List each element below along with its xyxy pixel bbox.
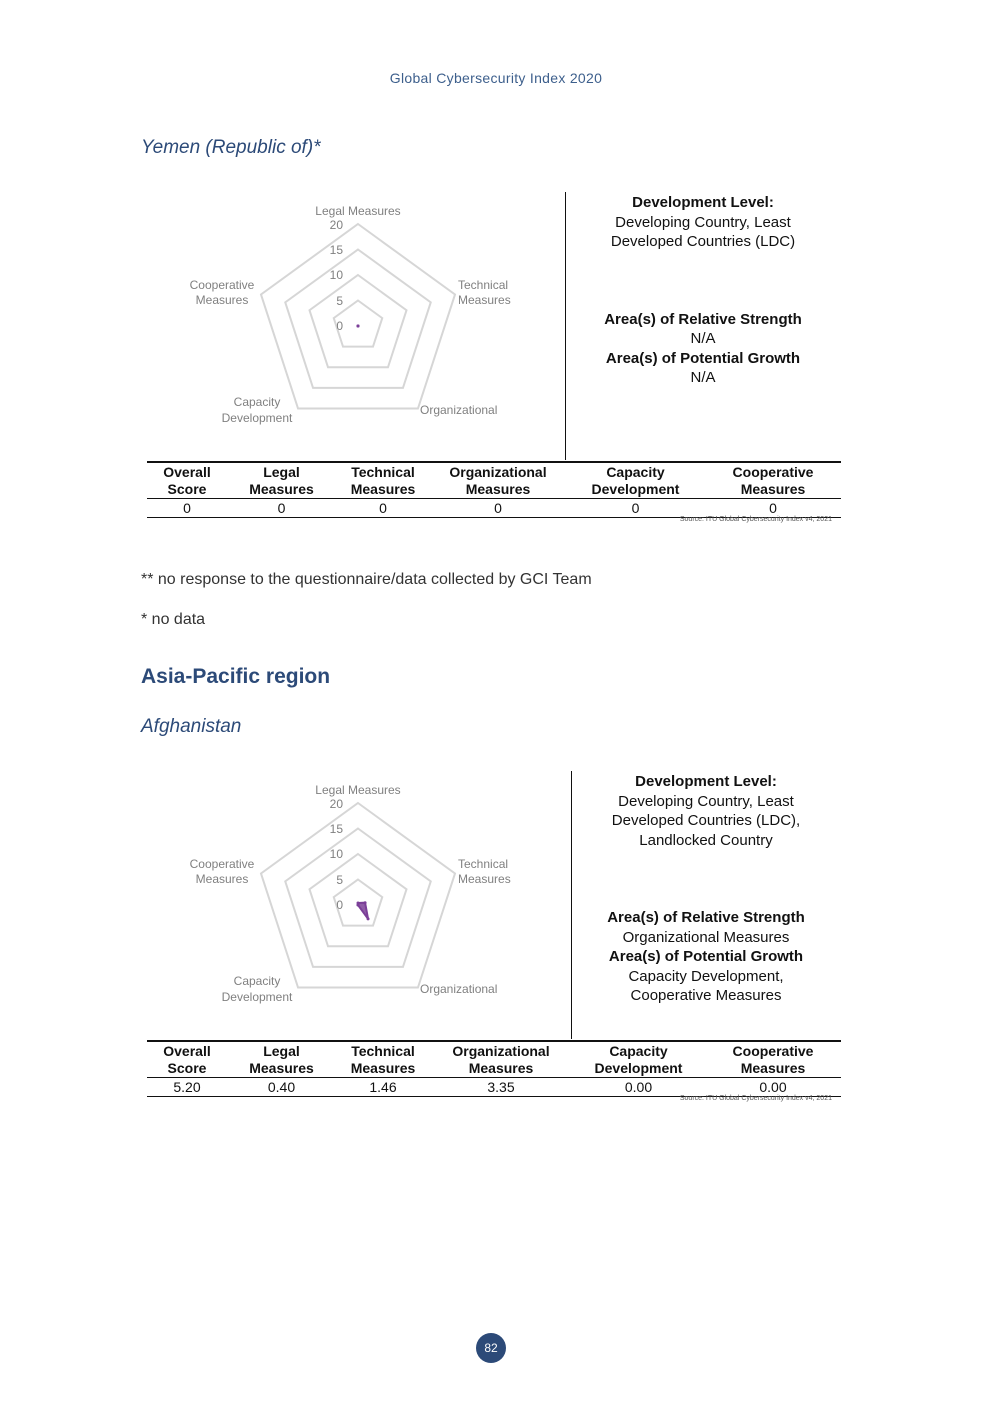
value-technical-measures: 1.46 [336,1078,430,1097]
header-organizational-measures [430,1041,572,1078]
radar-tick-15: 15 [329,822,343,836]
dev-level-line: Developed Countries (LDC) [610,233,796,250]
score-table-row [147,499,841,518]
radar-point-4 [357,325,360,328]
source-note-afghanistan: Source: ITU Global Cybersecurity Index v4, 2021 [679,1095,832,1102]
value-technical-measures: 0 [336,499,430,518]
value-legal-measures: 0 [227,499,336,518]
header-line: Development [591,481,680,497]
header-technical-measures [336,462,430,499]
header-line: Measures [249,1060,314,1076]
dev-level-label: Development Level: [632,194,774,211]
header-line: Overall [163,464,211,480]
radar-tick-5: 5 [336,873,343,887]
header-cooperative-measures [705,1041,841,1078]
header-line: Measures [740,1060,806,1076]
header-line: Cooperative [732,1043,814,1059]
country-title-afghanistan: Afghanistan [141,716,242,737]
header-line: Score [167,481,207,497]
axis-label-cooperative-line2: Measures [195,293,249,307]
radar-point-1 [364,901,367,904]
strength-line: N/A [690,330,716,347]
radar-tick-20: 20 [329,797,343,811]
axis-label-legal: Legal Measures [315,783,401,797]
axis-label-organizational: Organizational [420,403,498,417]
footnote-no-response: ** no response to the questionnaire/data collected by GCI Team [141,571,592,588]
value-overall-score: 5.20 [147,1078,227,1097]
header-line: Measures [350,481,416,497]
growth-line: Cooperative Measures [630,987,782,1004]
header-line: Measures [465,481,531,497]
radar-gridline-10 [309,854,406,946]
axis-label-capacity-line2: Development [221,990,293,1004]
value-capacity-development: 0 [566,499,705,518]
header-line: Measures [468,1060,534,1076]
dev-level-line: Landlocked Country [639,831,773,849]
axis-label-legal: Legal Measures [315,204,401,218]
axis-label-technical-line1: Technical [458,278,509,292]
region-title: Asia-Pacific region [141,665,331,688]
radar-gridline-10 [309,275,406,367]
radar-chart-yemen [180,201,530,451]
value-organizational-measures: 0 [430,499,566,518]
header-line: Capacity [606,464,665,480]
radar-chart-afghanistan [180,780,530,1030]
divider-line-yemen [565,192,566,460]
radar-svg-afghanistan [180,780,530,1030]
page-number-badge: 82 [476,1333,506,1363]
axis-label-capacity-line2: Development [221,411,293,425]
radar-tick-10: 10 [329,847,343,861]
value-capacity-development: 0.00 [572,1078,705,1097]
header-line: Technical [351,464,415,480]
header-line: Legal [263,1043,300,1059]
score-table-header-row [147,462,841,499]
axis-label-cooperative-line2: Measures [195,872,249,886]
strength-line: Organizational Measures [622,928,790,946]
source-note-yemen: Source: ITU Global Cybersecurity Index v4, 2021 [679,516,832,523]
value-cooperative-measures: 0.00 [705,1078,841,1097]
dev-level-line: Developing Country, Least [618,792,794,810]
header-line: Capacity [609,1043,668,1059]
value-cooperative-measures: 0 [705,499,841,518]
header-line: Measures [350,1060,416,1076]
dev-level-label: Development Level: [635,773,777,790]
axis-label-capacity-line1: Capacity [233,395,281,409]
radar-tick-5: 5 [336,294,343,308]
growth-line: Capacity Development, [628,967,784,985]
country-title-yemen: Yemen (Republic of)* [141,137,321,158]
value-organizational-measures: 3.35 [430,1078,572,1097]
dev-level-line: Developed Countries (LDC), [611,812,801,829]
score-table-row [147,1078,841,1097]
radar-tick-0: 0 [336,319,343,333]
axis-label-technical-line1: Technical [458,857,509,871]
header-line: Legal [263,464,300,480]
info-panel-yemen [568,193,838,388]
dev-level-line: Developing Country, Least [615,213,791,231]
radar-tick-0: 0 [336,898,343,912]
radar-tick-15: 15 [329,243,343,257]
header-capacity-development [572,1041,705,1078]
score-table-header-row [147,1041,841,1078]
growth-line: N/A [690,369,716,386]
axis-label-technical-line2: Measures [458,293,511,307]
header-line: Organizational [452,1043,550,1059]
score-table-afghanistan [147,1040,841,1097]
axis-label-organizational: Organizational [420,982,498,996]
header-line: Organizational [449,464,547,480]
header-line: Development [594,1060,683,1076]
info-panel-afghanistan [571,772,841,1006]
radar-point-4 [357,904,360,907]
header-line: Measures [740,481,806,497]
header-legal-measures [227,462,336,499]
header-capacity-development [566,462,705,499]
header-line: Overall [163,1043,211,1059]
radar-series-area [358,903,368,919]
axis-label-technical-line2: Measures [458,872,511,886]
header-line: Score [167,1060,207,1076]
score-table-yemen [147,461,841,518]
header-line: Cooperative [732,464,814,480]
growth-label: Area(s) of Potential Growth [605,349,801,367]
header-organizational-measures [430,462,566,499]
footnote-no-data: * no data [141,611,206,628]
header-overall-score [147,1041,227,1078]
radar-tick-20: 20 [329,218,343,232]
strength-label: Area(s) of Relative Strength [604,310,802,328]
header-legal-measures [227,1041,336,1078]
radar-svg-yemen [180,201,530,451]
spacer [571,850,841,908]
running-header: Global Cybersecurity Index 2020 [389,70,603,86]
axis-label-capacity-line1: Capacity [233,974,281,988]
growth-label: Area(s) of Potential Growth [608,948,804,965]
strength-label: Area(s) of Relative Strength [607,909,805,926]
header-cooperative-measures [705,462,841,499]
value-legal-measures: 0.40 [227,1078,336,1097]
header-technical-measures [336,1041,430,1078]
radar-tick-10: 10 [329,268,343,282]
header-line: Measures [249,481,314,497]
axis-label-cooperative-line1: Cooperative [189,278,255,292]
radar-point-2 [367,917,370,920]
spacer [568,252,838,310]
value-overall-score: 0 [147,499,227,518]
header-overall-score [147,462,227,499]
axis-label-cooperative-line1: Cooperative [189,857,255,871]
header-line: Technical [351,1043,415,1059]
